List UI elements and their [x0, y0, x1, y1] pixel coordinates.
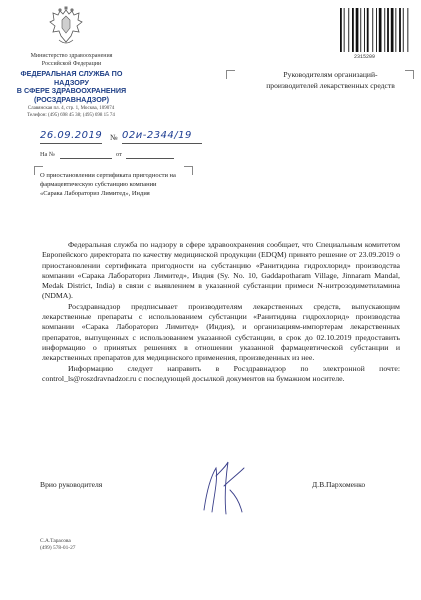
- agency-name: [14, 70, 129, 104]
- corner-bracket: [184, 166, 193, 175]
- signer-position: Врио руководителя: [40, 480, 103, 489]
- underline: [126, 158, 174, 159]
- corner-bracket: [405, 70, 414, 79]
- body-paragraph: Росздравнадзор предписывает производителям лекарственных средств, выпускающим лекарственные препараты с использованием субстанции «Ранитидина гидрохлорид» производства компании «Сарака Лабораториз Лимитед» (Индия), и организациям-импортерам лекарственных препаратов, выпущенных с использованием указанной субстанции, в срок до 02.10.2019 предоставить информацию о принятых решениях в отношении указанной фармацевтической субстанции и лекарственных препаратов для медицинского применения, произведенных из нее.: [42, 301, 400, 363]
- agency-line: В СФЕРЕ ЗДРАВООХРАНЕНИЯ: [16, 86, 127, 95]
- handwritten-date: 26.09.2019: [40, 130, 103, 141]
- corner-bracket: [226, 70, 235, 79]
- body-paragraph: Информацию следует направить в Росздравнадзор по электронной почте: control_ls@roszdravnadzor.ru с последующей досылкой документов на бумажном носителе.: [42, 363, 400, 383]
- ministry-line: Министерство здравоохранения: [30, 53, 113, 59]
- agency-address: Славянская пл. 4, стр. 1, Москва, 109074: [27, 106, 115, 111]
- na-label: На №: [40, 151, 55, 158]
- letter-subject: О приостановлении сертификата пригодности на фармацевтическую субстанцию компании «Сарака Лабораториз Лимитед», Индия: [40, 172, 176, 197]
- letter-body: [42, 240, 400, 384]
- body-paragraph: Федеральная служба по надзору в сфере здравоохранения сообщает, что Специальным комитетом Европейского директората по качеству медицинской продукции (EDQM) принято решение от 23.09.2019 о приостановлении сертификата пригодности на субстанцию «Ранитидина гидрохлорид» производства компании «Сарака Лабораториз Лимитед», Индия (Sy. No. 10, Gaddapotharam Village, Jinnaram Mandal, Medak District, India) в связи с выявлением в указанной субстанции примеси N-нитрозодиметиламина (NDMA).: [42, 240, 400, 301]
- ministry-name: [14, 53, 129, 68]
- underline: [60, 158, 112, 159]
- barcode: [339, 6, 409, 56]
- handwritten-number: 02и-2344/19: [122, 130, 192, 141]
- executor-info: [40, 538, 75, 552]
- signer-name: Д.В.Пархоменко: [312, 480, 366, 489]
- underline: [122, 143, 202, 144]
- agency-contacts: [16, 106, 126, 119]
- ministry-line: Российской Федерации: [41, 60, 102, 67]
- underline: [40, 143, 102, 144]
- executor-phone: (499) 578-01-27: [40, 545, 76, 551]
- number-sign: №: [110, 133, 118, 142]
- executor-name: С.А.Тарасова: [40, 538, 71, 544]
- recipient: Руководителям организаций-производителей лекарственных средств: [266, 70, 395, 90]
- agency-line: (РОСЗДРАВНАДЗОР): [34, 94, 109, 104]
- agency-phone: Телефон: (495) 698 45 38; (495) 698 15 74: [27, 112, 115, 118]
- agency-line: ФЕДЕРАЛЬНАЯ СЛУЖБА ПО НАДЗОРУ: [20, 69, 123, 87]
- russian-coat-of-arms-icon: [47, 6, 85, 50]
- barcode-number: 2315209: [354, 54, 376, 60]
- handwritten-signature: [196, 456, 252, 518]
- ot-label: от: [116, 151, 122, 158]
